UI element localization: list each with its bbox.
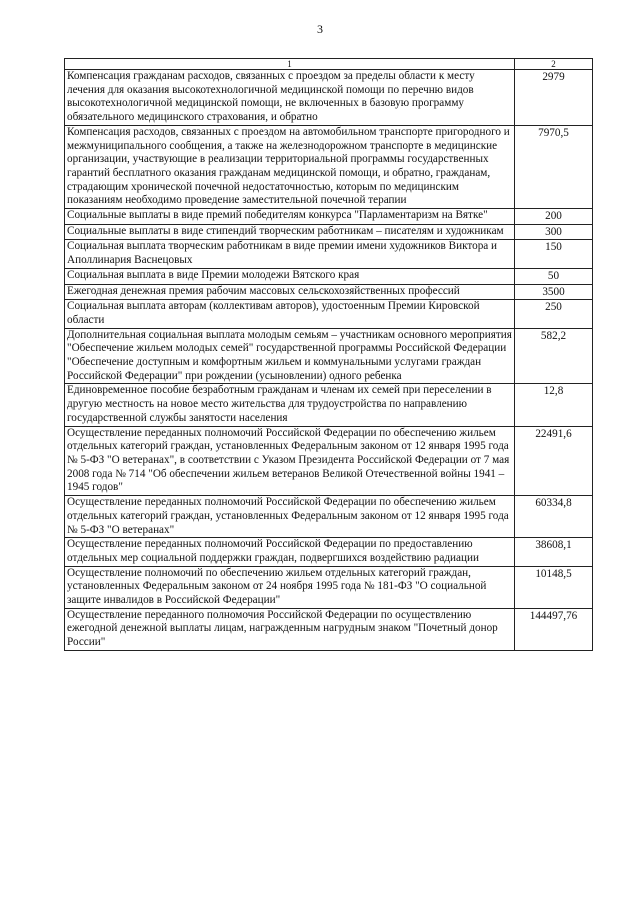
row-description: Осуществление переданных полномочий Российской Федерации по обеспечению жильем отдельных категорий граждан, установленных Федеральным законом от 12 января 1995 года № 5-ФЗ "О ветеранах" <box>65 496 515 538</box>
table-row <box>65 496 593 538</box>
column-header-description: 1 <box>65 59 515 70</box>
row-amount: 7970,5 <box>515 125 593 208</box>
table-row <box>65 284 593 300</box>
table-row <box>65 328 593 384</box>
table-header-row <box>65 59 593 70</box>
table-row <box>65 240 593 268</box>
table-row <box>65 608 593 650</box>
expenditure-table <box>64 58 593 651</box>
row-description: Компенсация расходов, связанных с проездом на автомобильном транспорте пригородного и межмуниципального сообщения, а также на железнодорожном транспорте в медицинские организации, участвующие в реализации территориальной программы государственных гарантий бесплатного оказания гражданам медицинской помощи, и обратно, гражданам, страдающим хронической почечной недостаточностью, которым по медицинским показаниям необходимо проведение заместительной почечной терапии <box>65 125 515 208</box>
table-row <box>65 125 593 208</box>
row-amount: 582,2 <box>515 328 593 384</box>
row-amount: 150 <box>515 240 593 268</box>
column-header-amount: 2 <box>515 59 593 70</box>
table-row <box>65 384 593 426</box>
row-amount: 300 <box>515 224 593 240</box>
row-amount: 3500 <box>515 284 593 300</box>
row-description: Социальная выплата в виде Премии молодежи Вятского края <box>65 268 515 284</box>
row-amount: 60334,8 <box>515 496 593 538</box>
table-row <box>65 566 593 608</box>
row-description: Дополнительная социальная выплата молодым семьям – участникам основного мероприятия "Обеспечение жильем молодых семей" государственной программы Российской Федерации "Обеспечение доступным и комфортным жильем и коммунальными услугами граждан Российской Федерации" при рождении (усыновлении) одного ребенка <box>65 328 515 384</box>
row-amount: 22491,6 <box>515 426 593 496</box>
table-row <box>65 426 593 496</box>
table-row <box>65 268 593 284</box>
page-number: 3 <box>317 22 323 36</box>
row-amount: 200 <box>515 209 593 225</box>
row-description: Осуществление полномочий по обеспечению жильем отдельных категорий граждан, установленных Федеральным законом от 24 ноября 1995 года № 181-ФЗ "О социальной защите инвалидов в Российской Федерации" <box>65 566 515 608</box>
row-description: Компенсация гражданам расходов, связанных с проездом за пределы области к месту лечения для оказания высокотехнологичной медицинской помощи по перечню видов высокотехнологичной медицинской помощи, не включенных в базовую программу обязательного медицинского страхования, и обратно <box>65 70 515 126</box>
row-amount: 144497,76 <box>515 608 593 650</box>
row-description: Социальные выплаты в виде премий победителям конкурса "Парламентаризм на Вятке" <box>65 209 515 225</box>
row-description: Осуществление переданного полномочия Российской Федерации по осуществлению ежегодной денежной выплаты лицам, награжденным нагрудным знаком "Почетный донор России" <box>65 608 515 650</box>
row-amount: 50 <box>515 268 593 284</box>
row-description: Единовременное пособие безработным гражданам и членам их семей при переселении в другую местность на новое место жительства для трудоустройства по направлению государственной службы занятости населения <box>65 384 515 426</box>
table-row <box>65 224 593 240</box>
row-amount: 2979 <box>515 70 593 126</box>
table-row <box>65 70 593 126</box>
table-row <box>65 300 593 328</box>
row-description: Осуществление переданных полномочий Российской Федерации по обеспечению жильем отдельных категорий граждан, установленных Федеральным законом от 12 января 1995 года № 5-ФЗ "О ветеранах", в соответствии с Указом Президента Российской Федерации от 7 мая 2008 года № 714 "Об обеспечении жильем ветеранов Великой Отечественной войны 1941 – 1945 годов" <box>65 426 515 496</box>
row-amount: 250 <box>515 300 593 328</box>
table-body <box>65 70 593 651</box>
row-amount: 38608,1 <box>515 538 593 566</box>
table-row <box>65 538 593 566</box>
row-amount: 10148,5 <box>515 566 593 608</box>
row-description: Ежегодная денежная премия рабочим массовых сельскохозяйственных профессий <box>65 284 515 300</box>
row-description: Социальная выплата авторам (коллективам авторов), удостоенным Премии Кировской области <box>65 300 515 328</box>
row-description: Социальная выплата творческим работникам в виде премии имени художников Виктора и Аполлинария Васнецовых <box>65 240 515 268</box>
table-row <box>65 209 593 225</box>
row-amount: 12,8 <box>515 384 593 426</box>
row-description: Социальные выплаты в виде стипендий творческим работникам – писателям и художникам <box>65 224 515 240</box>
row-description: Осуществление переданных полномочий Российской Федерации по предоставлению отдельных мер социальной поддержки граждан, подвергшихся воздействию радиации <box>65 538 515 566</box>
